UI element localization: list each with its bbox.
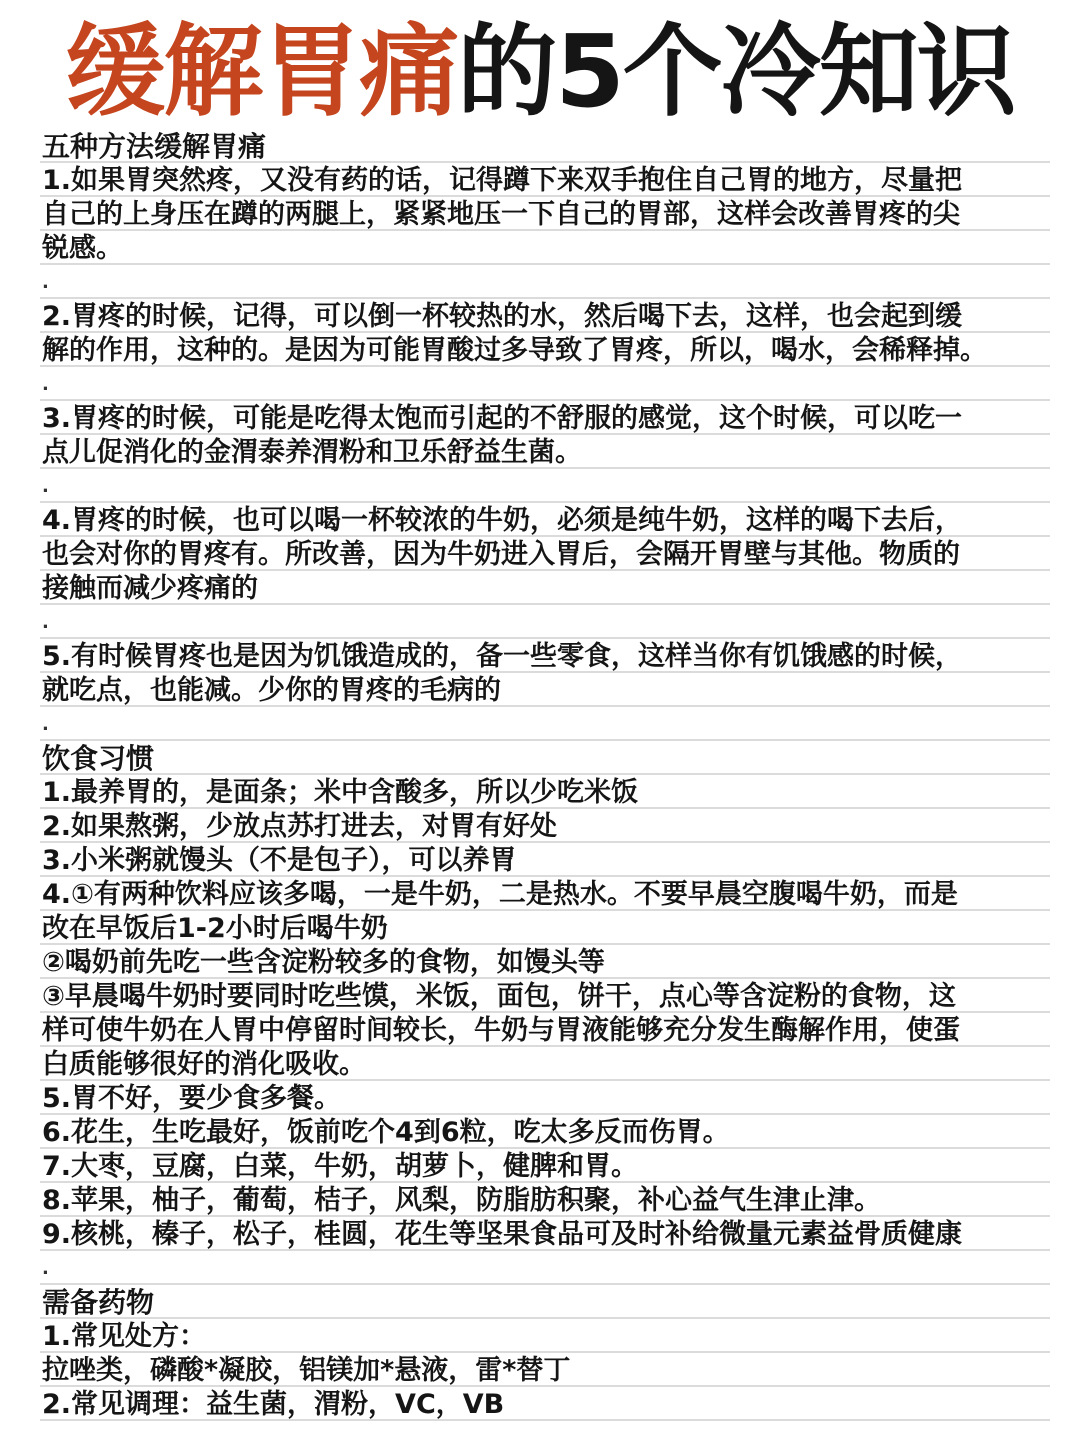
diet-line: 7.大枣，豆腐，白菜，牛奶，胡萝卜，健脾和胃。 [42, 1151, 639, 1182]
diet-line: 2.如果熬粥，少放点苏打进去，对胃有好处 [42, 811, 558, 842]
diet-line: 9.核桃，榛子，松子，桂圆，花生等坚果食品可及时补给微量元素益骨质健康 [42, 1219, 963, 1250]
methods-line: 也会对你的胃疼有。所改善，因为牛奶进入胃后，会隔开胃壁与其他。物质的 [42, 539, 960, 570]
separator-dot: . [42, 612, 49, 633]
title-accent: 缓解胃痛 [65, 13, 458, 130]
methods-line: 点儿促消化的金渭泰养渭粉和卫乐舒益生菌。 [42, 437, 582, 468]
diet-line: ③早晨喝牛奶时要同时吃些馍，米饭，面包，饼干，点心等含淀粉的食物，这 [42, 981, 956, 1012]
note-content [42, 130, 1052, 1422]
medicine-line: 1.常见处方： [42, 1321, 207, 1352]
diet-line: 改在早饭后1-2小时后喝牛奶 [42, 913, 388, 944]
diet-line: 1.最养胃的，是面条；米中含酸多，所以少吃米饭 [42, 777, 639, 808]
diet-line: 8.苹果，柚子，葡萄，桔子，风梨，防脂肪积聚，补心益气生津止津。 [42, 1185, 882, 1216]
methods-line: 解的作用，这种的。是因为可能胃酸过多导致了胃疼，所以，喝水，会稀释掉。 [42, 335, 987, 366]
methods-line: 1.如果胃突然疼，又没有药的话，记得蹲下来双手抱住自己胃的地方，尽量把 [42, 165, 963, 196]
methods-line: 接触而减少疼痛的 [42, 573, 258, 604]
methods-line: 就吃点，也能减。少你的胃疼的毛病的 [42, 675, 501, 706]
page-title [0, 12, 1080, 132]
diet-line: 5.胃不好，要少食多餐。 [42, 1083, 342, 1114]
separator-dot: . [42, 714, 49, 735]
methods-line: 5.有时候胃疼也是因为饥饿造成的，备一些零食，这样当你有饥饿感的时候， [42, 641, 963, 672]
diet-line: 样可使牛奶在人胃中停留时间较长，牛奶与胃液能够充分发生酶解作用，使蛋 [42, 1015, 960, 1046]
medicine-list [42, 1320, 1052, 1422]
methods-line: 锐感。 [42, 233, 123, 264]
methods-list [42, 164, 1052, 742]
separator-dot: . [42, 272, 49, 293]
diet-heading: 饮食习惯 [42, 742, 155, 775]
medicine-heading: 需备药物 [42, 1286, 155, 1319]
diet-line: ②喝奶前先吃一些含淀粉较多的食物，如馒头等 [42, 947, 605, 978]
diet-line: 3.小米粥就馒头（不是包子），可以养胃 [42, 845, 517, 876]
methods-heading: 五种方法缓解胃痛 [42, 130, 267, 163]
medicine-line: 拉唑类，磷酸*凝胶，铝镁加*悬液，雷*替丁 [42, 1355, 571, 1386]
separator-dot: . [42, 476, 49, 497]
diet-line: 白质能够很好的消化吸收。 [42, 1049, 366, 1080]
title-rest: 的5个冷知识 [457, 13, 1015, 130]
separator-dot: . [42, 1258, 49, 1279]
separator-dot: . [42, 374, 49, 395]
methods-line: 2.胃疼的时候，记得，可以倒一杯较热的水，然后喝下去，这样，也会起到缓 [42, 301, 963, 332]
methods-line: 自己的上身压在蹲的两腿上，紧紧地压一下自己的胃部，这样会改善胃疼的尖 [42, 199, 960, 230]
methods-line: 3.胃疼的时候，可能是吃得太饱而引起的不舒服的感觉，这个时候，可以吃一 [42, 403, 963, 434]
diet-list [42, 776, 1052, 1286]
diet-line: 6.花生，生吃最好，饭前吃个4到6粒，吃太多反而伤胃。 [42, 1117, 730, 1148]
methods-line: 4.胃疼的时候，也可以喝一杯较浓的牛奶，必须是纯牛奶，这样的喝下去后， [42, 505, 963, 536]
medicine-line: 2.常见调理：益生菌，渭粉，VC，VB [42, 1389, 505, 1420]
diet-line: 4.①有两种饮料应该多喝，一是牛奶，二是热水。不要早晨空腹喝牛奶，而是 [42, 879, 958, 910]
